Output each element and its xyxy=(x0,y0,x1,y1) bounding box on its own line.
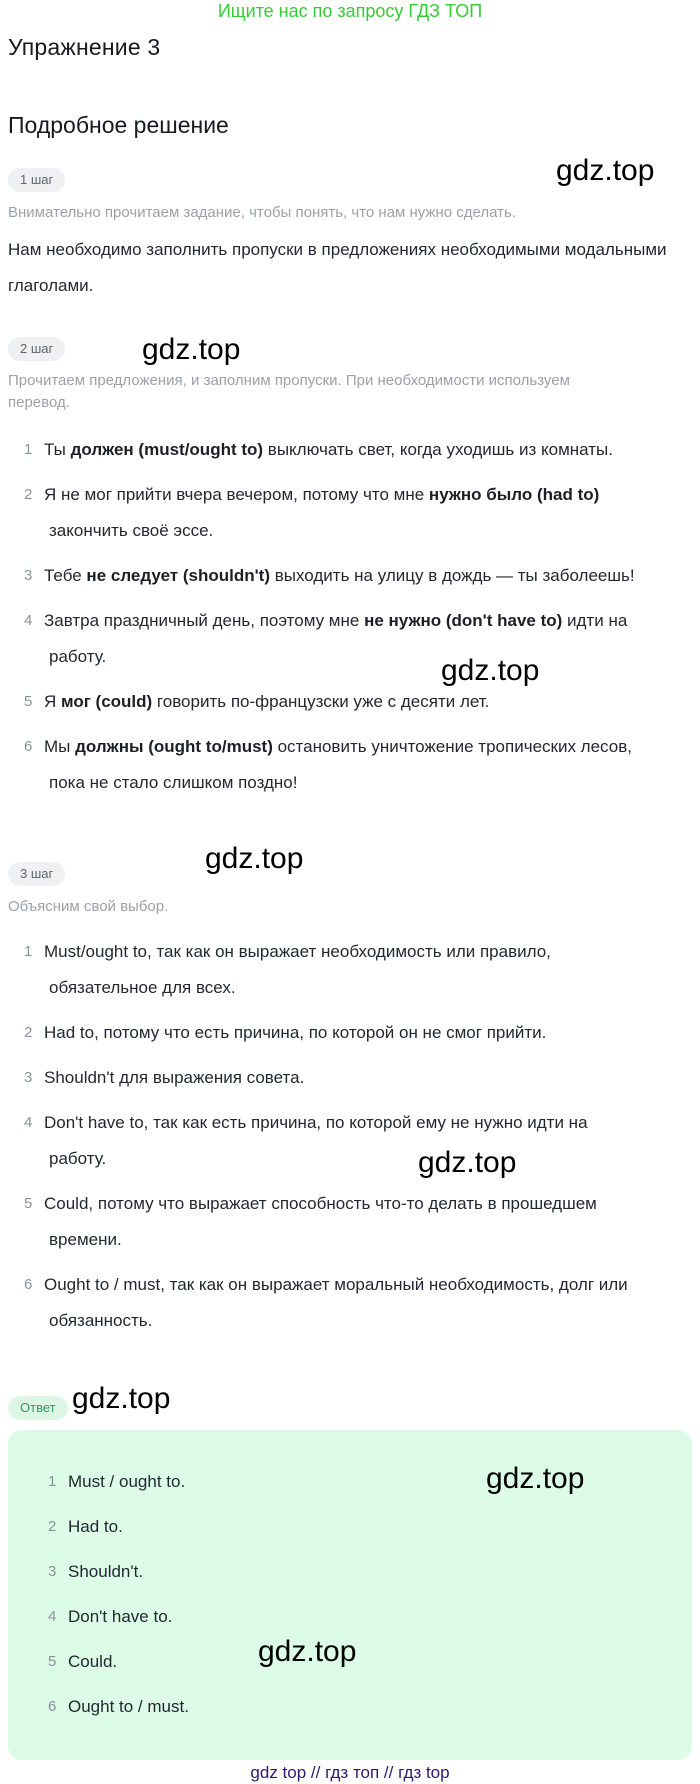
item-text: Я xyxy=(44,692,61,711)
list-item xyxy=(0,934,700,1006)
item-answer-bold: не следует (shouldn't) xyxy=(86,566,270,585)
watermark: gdz.top xyxy=(418,1146,517,1179)
item-answer-bold: должен (must/ought to) xyxy=(70,440,264,459)
item-number: 3 xyxy=(24,567,33,584)
list-item xyxy=(8,1599,692,1635)
item-text: Тебе xyxy=(44,566,87,585)
item-answer-bold: должны (ought to/must) xyxy=(75,737,273,756)
item-text: Could. xyxy=(68,1652,118,1671)
item-text-continued: пока не стало слишком поздно! xyxy=(49,773,298,792)
top-banner[interactable]: Ищите нас по запросу ГДЗ ТОП xyxy=(217,1,483,21)
list-item xyxy=(8,1464,692,1500)
item-number: 4 xyxy=(24,612,33,629)
step-1-badge: 1 шаг xyxy=(8,168,65,192)
solution-title: Подробное решение xyxy=(8,112,229,138)
list-item xyxy=(0,729,700,801)
step-2-badge: 2 шаг xyxy=(8,337,65,361)
item-text: выключать свет, когда уходишь из комнаты. xyxy=(263,440,613,459)
item-text-continued: обязанность. xyxy=(49,1311,153,1330)
list-item xyxy=(8,1509,692,1545)
list-item xyxy=(0,603,700,675)
item-text-continued: обязательное для всех. xyxy=(49,978,236,997)
item-text: Ought to / must. xyxy=(68,1697,189,1716)
item-text: Don't have to, так как есть причина, по которой ему не нужно идти на xyxy=(44,1113,588,1132)
item-text: Must/ought to, так как он выражает необходимость или правило, xyxy=(44,942,551,961)
list-item xyxy=(0,684,700,720)
watermark: gdz.top xyxy=(72,1382,171,1415)
item-text: Ought to / must, так как он выражает моральный необходимость, долг или xyxy=(44,1275,628,1294)
list-item xyxy=(8,1554,692,1590)
item-number: 6 xyxy=(24,1276,33,1293)
item-text: Я не мог прийти вчера вечером, потому что мне xyxy=(44,485,429,504)
item-text: выходить на улицу в дождь — ты заболеешь! xyxy=(270,566,635,585)
list-item xyxy=(8,1689,692,1725)
exercise-title: Упражнение 3 xyxy=(8,34,161,60)
item-text: Shouldn't для выражения совета. xyxy=(44,1068,305,1087)
item-text: Must / ought to. xyxy=(68,1472,186,1491)
list-item xyxy=(0,1186,700,1258)
list-item xyxy=(0,1015,700,1051)
item-number: 3 xyxy=(48,1563,57,1580)
item-number: 5 xyxy=(48,1653,57,1670)
step-2-hint: Прочитаем предложения, и заполним пропуски. При необходимости используем перевод. xyxy=(8,372,570,411)
item-number: 3 xyxy=(24,1069,33,1086)
item-number: 4 xyxy=(24,1114,33,1131)
item-text: Had to, потому что есть причина, по которой он не смог прийти. xyxy=(44,1023,547,1042)
item-text: Don't have to. xyxy=(68,1607,173,1626)
item-number: 2 xyxy=(48,1518,57,1535)
list-item xyxy=(0,1267,700,1339)
item-answer-bold: мог (could) xyxy=(61,692,153,711)
step-1-text: Нам необходимо заполнить пропуски в предложениях необходимыми модальными глаголами. xyxy=(8,240,667,295)
watermark: gdz.top xyxy=(486,1462,585,1495)
item-text: говорить по-французски уже с десяти лет. xyxy=(152,692,490,711)
step-3-badge: 3 шаг xyxy=(8,862,65,886)
watermark: gdz.top xyxy=(142,333,241,366)
list-item xyxy=(0,1060,700,1096)
watermark: gdz.top xyxy=(205,842,304,875)
answer-box xyxy=(8,1430,692,1760)
item-text-continued: работу. xyxy=(49,1149,107,1168)
item-text: Could, потому что выражает способность что-то делать в прошедшем xyxy=(44,1194,597,1213)
step-1-hint: Внимательно прочитаем задание, чтобы понять, что нам нужно сделать. xyxy=(8,204,517,221)
item-number: 2 xyxy=(24,1024,33,1041)
item-text: Had to. xyxy=(68,1517,123,1536)
step-2-list xyxy=(0,432,700,810)
list-item xyxy=(0,432,700,468)
item-text: идти на xyxy=(562,611,628,630)
item-number: 1 xyxy=(24,943,33,960)
watermark: gdz.top xyxy=(556,154,655,187)
item-number: 5 xyxy=(24,1195,33,1212)
item-number: 4 xyxy=(48,1608,57,1625)
item-text-continued: закончить своё эссе. xyxy=(49,521,214,540)
item-number: 6 xyxy=(24,738,33,755)
item-number: 5 xyxy=(24,693,33,710)
item-number: 2 xyxy=(24,486,33,503)
item-text-continued: времени. xyxy=(49,1230,122,1249)
step-3-list xyxy=(0,934,700,1348)
answer-list xyxy=(8,1464,692,1734)
item-text-continued: работу. xyxy=(49,647,107,666)
item-text: Завтра праздничный день, поэтому мне xyxy=(44,611,365,630)
footer-links[interactable]: gdz top // гдз топ // гдз top xyxy=(250,1763,450,1782)
item-answer-bold: не нужно (don't have to) xyxy=(364,611,563,630)
item-text: Ты xyxy=(44,440,71,459)
item-number: 6 xyxy=(48,1698,57,1715)
list-item xyxy=(0,477,700,549)
item-text: остановить уничтожение тропических лесов, xyxy=(272,737,632,756)
item-number: 1 xyxy=(24,441,33,458)
list-item xyxy=(0,558,700,594)
watermark: gdz.top xyxy=(441,654,540,687)
item-text: Мы xyxy=(44,737,76,756)
watermark: gdz.top xyxy=(258,1635,357,1668)
list-item xyxy=(0,1105,700,1177)
step-3-hint: Объясним свой выбор. xyxy=(8,898,169,915)
answer-badge: Ответ xyxy=(8,1396,68,1420)
item-text: Shouldn't. xyxy=(68,1562,144,1581)
item-answer-bold: нужно было (had to) xyxy=(428,485,600,504)
item-number: 1 xyxy=(48,1473,57,1490)
